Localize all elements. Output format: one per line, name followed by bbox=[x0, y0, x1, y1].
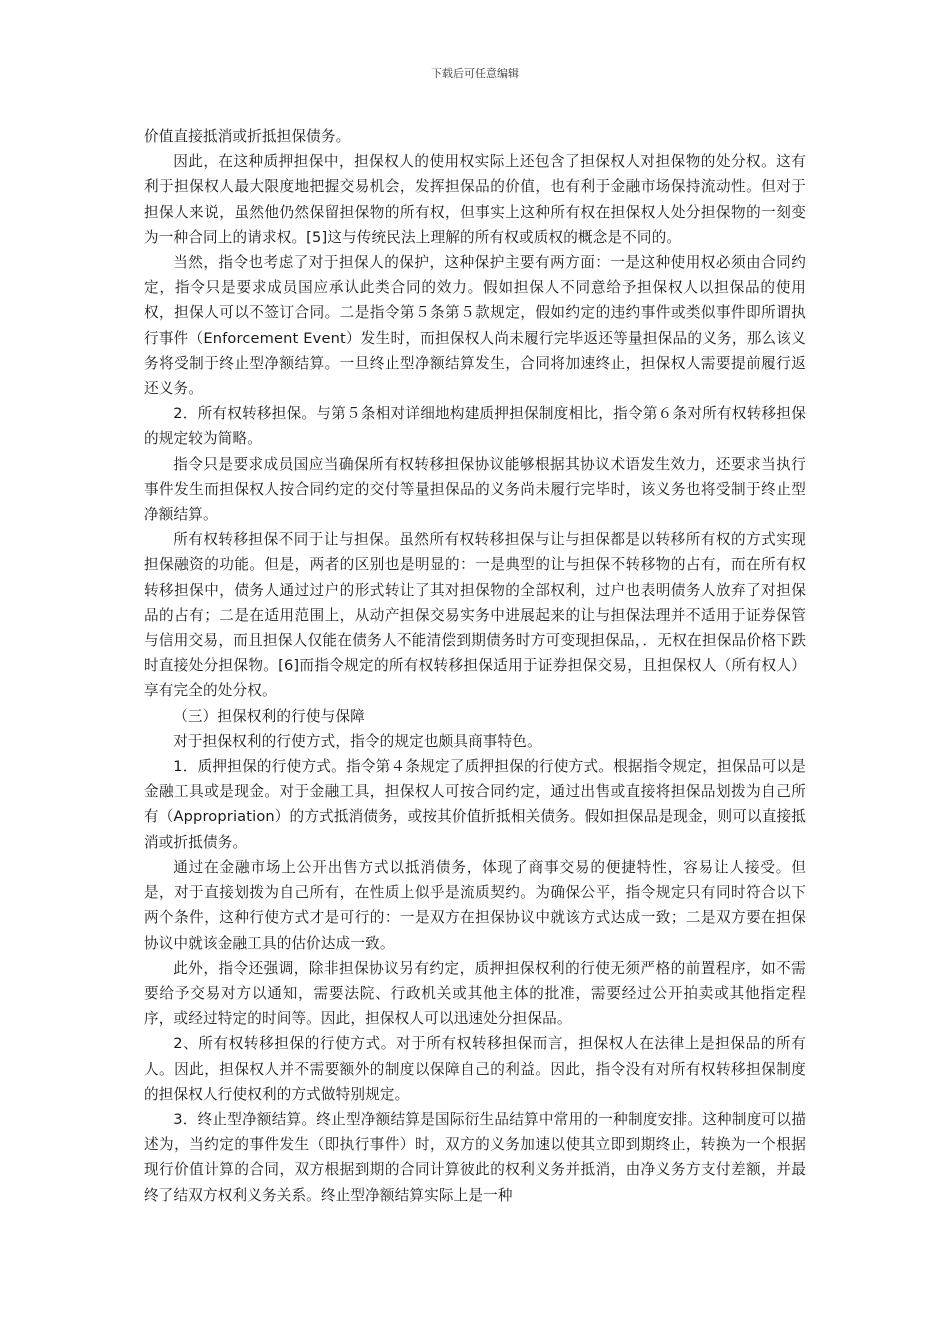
paragraph: 此外，指令还强调，除非担保协议另有约定，质押担保权利的行使无须严格的前置程序，如不需要给予交易对方以通知，需要法院、行政机关或其他主体的批准，需要经过公开拍卖或其他指定程序，或经过特定的时间等。因此，担保权人可以迅速处分担保品。 bbox=[144, 959, 806, 1028]
page-header: 下载后可任意编辑 bbox=[431, 67, 519, 80]
document-body bbox=[144, 124, 806, 1208]
paragraph: 2．所有权转移担保。与第５条相对详细地构建质押担保制度相比，指令第６条对所有权转移担保的规定较为简略。 bbox=[144, 405, 806, 448]
paragraph-continuation: 价值直接抵消或折抵担保债务。 bbox=[144, 128, 351, 145]
paragraph: 所有权转移担保不同于让与担保。虽然所有权转移担保与让与担保都是以转移所有权的方式实现担保融资的功能。但是，两者的区别也是明显的：一是典型的让与担保不转移物的占有，而在所有权转移担保中，债务人通过过户的形式转让了其对担保物的全部权利，过户也表明债务人放弃了对担保品的占有；二是在适用范围上，从动产担保交易实务中进展起来的让与担保法理并不适用于证券保管与信用交易，而且担保人仅能在债务人不能清偿到期债务时方可变现担保品，．无权在担保品价格下跌时直接处分担保物。[6]而指令规定的所有权转移担保适用于证券担保交易，且担保权人（所有权人）享有完全的处分权。 bbox=[144, 531, 806, 700]
paragraph: 1．质押担保的行使方式。指令第４条规定了质押担保的行使方式。根据指令规定，担保品可以是金融工具或是现金。对于金融工具，担保权人可按合同约定，通过出售或直接将担保品划拨为自己所有（Appropriation）的方式抵消债务，或按其价值折抵相关债务。假如担保品是现金，则可以直接抵消或折抵债务。 bbox=[144, 758, 806, 851]
paragraph: 因此，在这种质押担保中，担保权人的使用权实际上还包含了担保权人对担保物的处分权。这有利于担保权人最大限度地把握交易机会，发挥担保品的价值，也有利于金融市场保持流动性。但对于担保人来说，虽然他仍然保留担保物的所有权，但事实上这种所有权在担保权人处分担保物的一刻变为一种合同上的请求权。[5]这与传统民法上理解的所有权或质权的概念是不同的。 bbox=[144, 153, 806, 246]
paragraph: 3．终止型净额结算。终止型净额结算是国际衍生品结算中常用的一种制度安排。这种制度可以描述为，当约定的事件发生（即执行事件）时，双方的义务加速以使其立即到期终止，转换为一个根据现行价值计算的合同，双方根据到期的合同计算彼此的权利义务并抵消，由净义务方支付差额，并最终了结双方权利义务关系。终止型净额结算实际上是一种 bbox=[144, 1110, 806, 1204]
paragraph: 对于担保权利的行使方式，指令的规定也颇具商事特色。 bbox=[173, 732, 542, 750]
paragraph: 通过在金融市场上公开出售方式以抵消债务，体现了商事交易的便捷特性，容易让人接受。但是，对于直接划拨为自己所有，在性质上似乎是流质契约。为确保公平，指令规定只有同时符合以下两个条件，这种行使方式才是可行的：一是双方在担保协议中就该方式达成一致；二是双方要在担保协议中就该金融工具的估价达成一致。 bbox=[144, 858, 806, 952]
paragraph: 2、所有权转移担保的行使方式。对于所有权转移担保而言，担保权人在法律上是担保品的所有人。因此，担保权人并不需要额外的制度以保障自己的利益。因此，指令没有对所有权转移担保制度的担保权人行使权利的方式做特别规定。 bbox=[144, 1035, 806, 1103]
paragraph: 指令只是要求成员国应当确保所有权转移担保协议能够根据其协议术语发生效力，还要求当执行事件发生而担保权人按合同约定的交付等量担保品的义务尚未履行完毕时，该义务也将受制于终止型净额结算。 bbox=[144, 455, 806, 524]
section-heading: （三）担保权利的行使与保障 bbox=[173, 707, 365, 725]
paragraph: 当然，指令也考虑了对于担保人的保护，这种保护主要有两方面：一是这种使用权必须由合同约定，指令只是要求成员国应承认此类合同的效力。假如担保人不同意给予担保权人以担保品的使用权，担保人可以不签订合同。二是指令第５条第５款规定，假如约定的违约事件或类似事件即所谓执行事件（Enforcement Event）发生时，而担保权人尚未履行完毕返还等量担保品的义务，那么该义务将受制于终止型净额结算。一旦终止型净额结算发生，合同将加速终止，担保权人需要提前履行返还义务。 bbox=[144, 254, 806, 398]
